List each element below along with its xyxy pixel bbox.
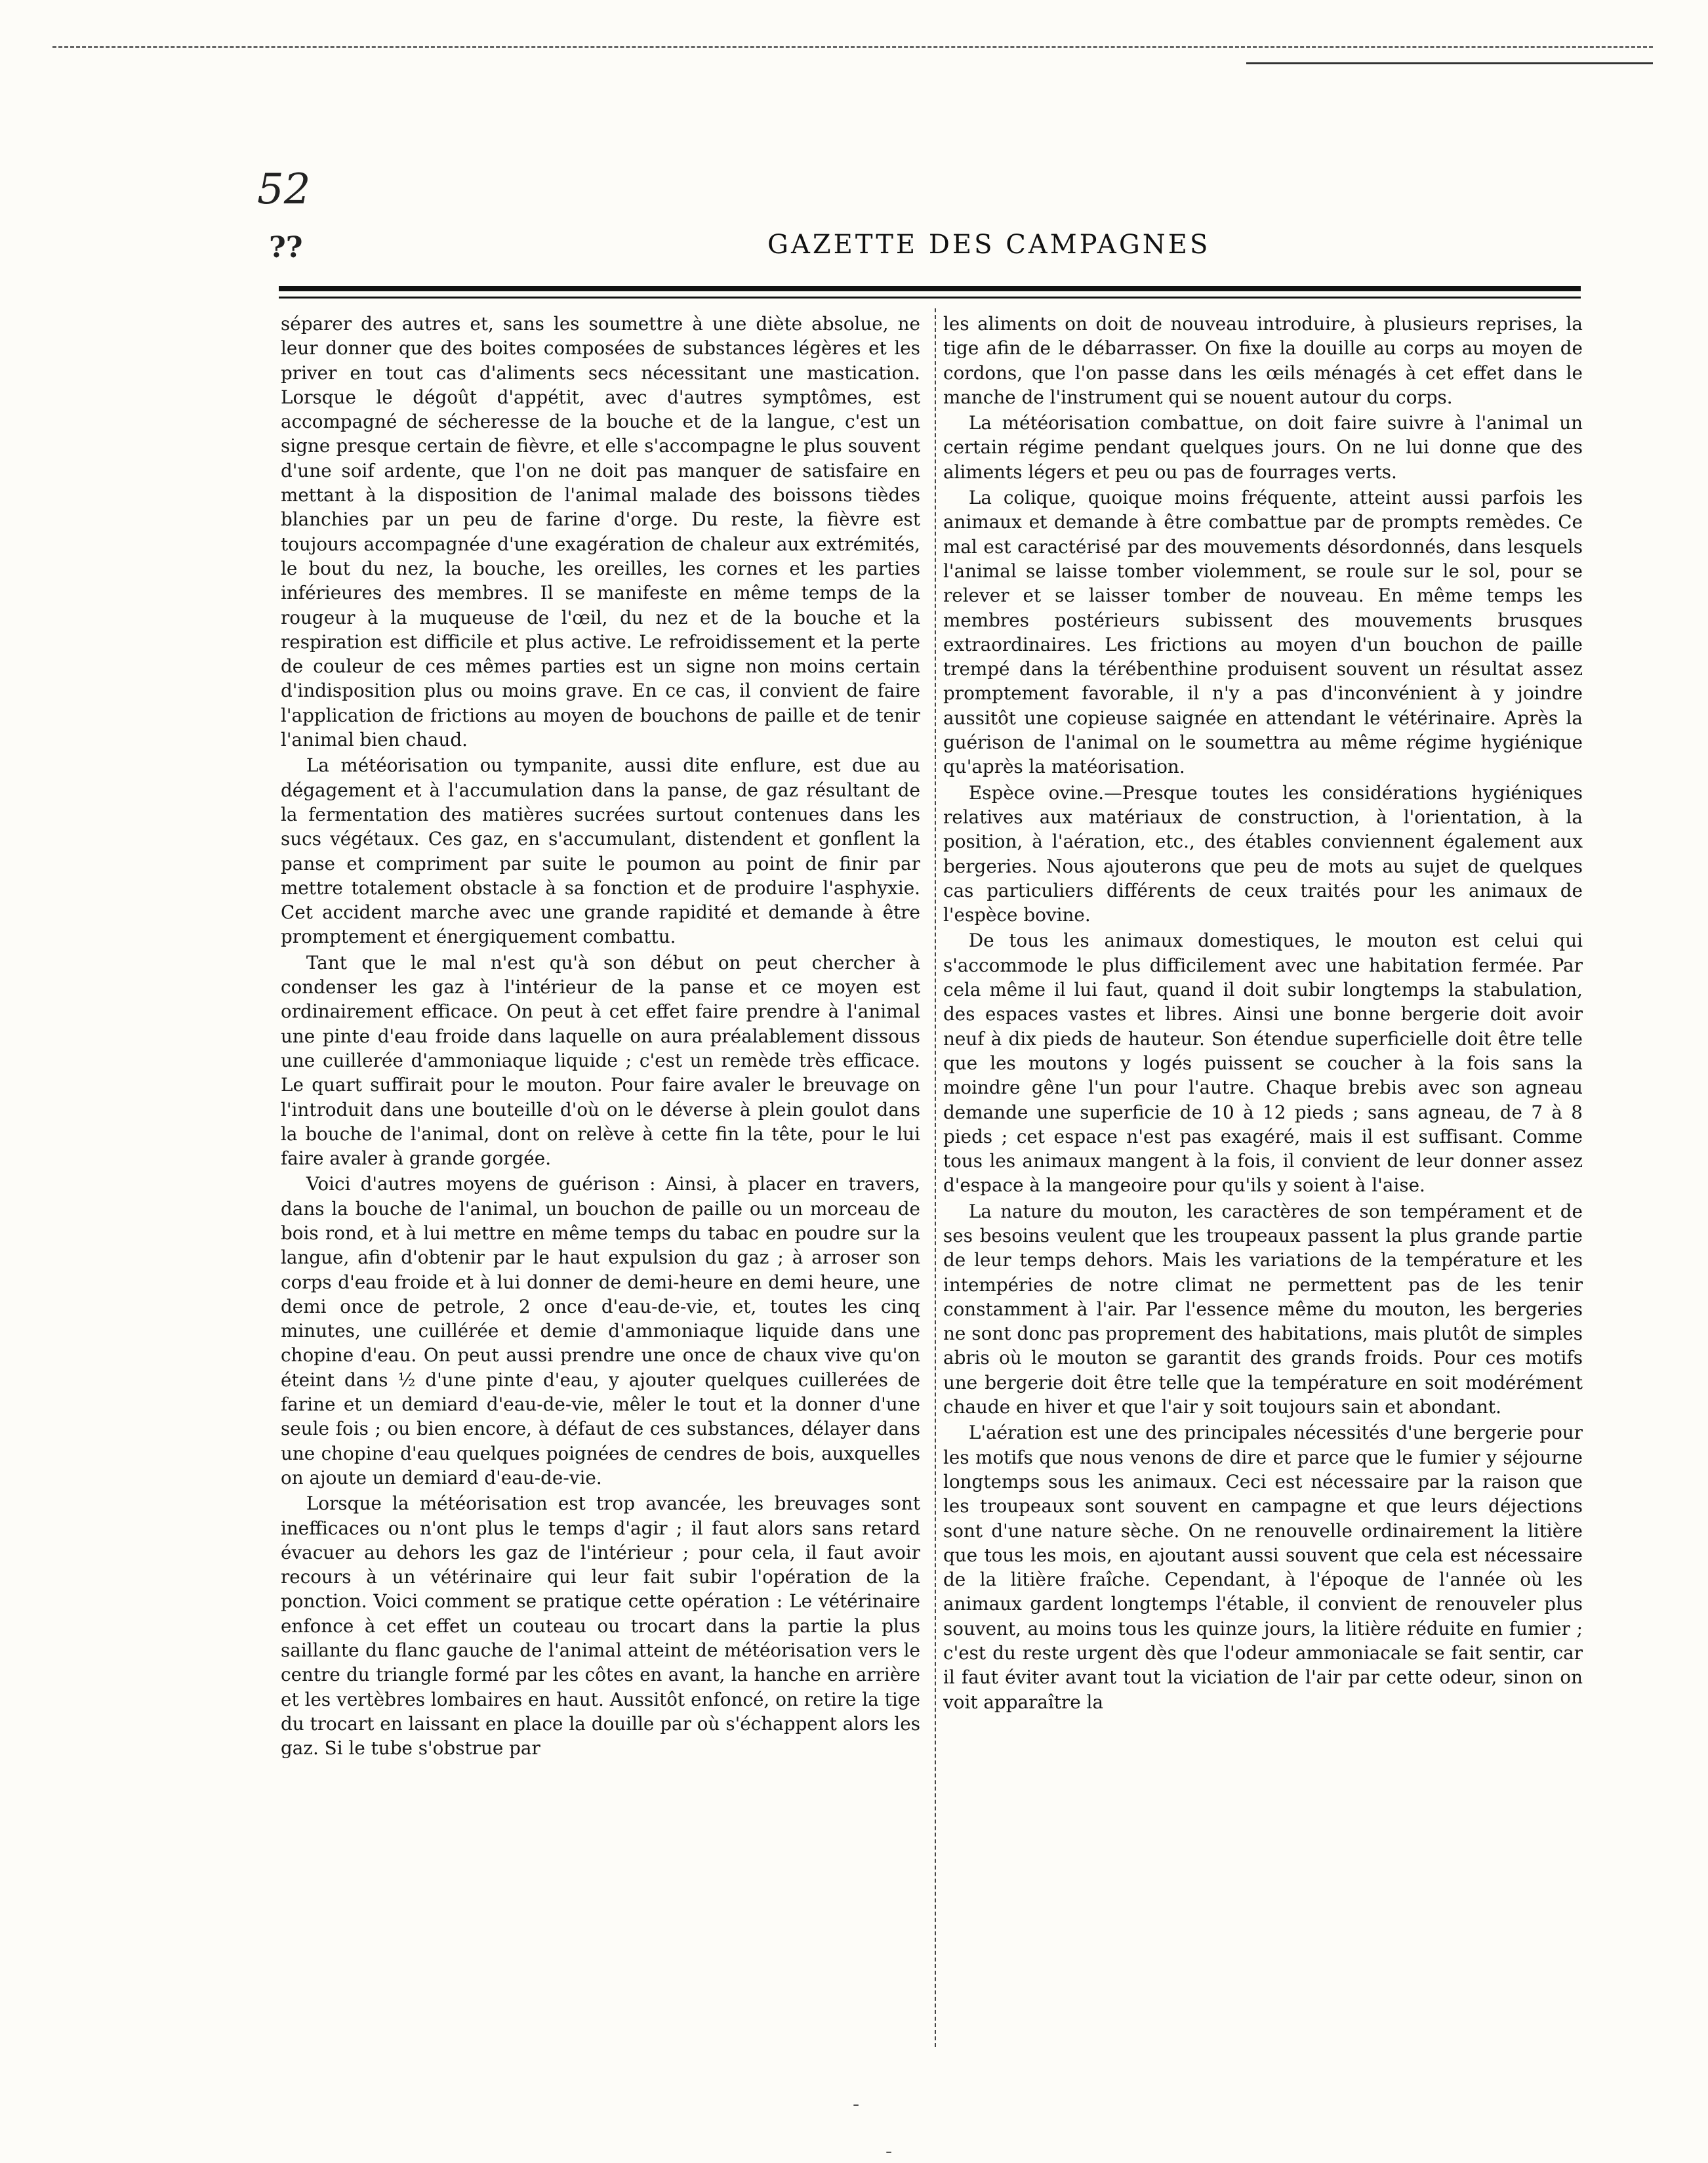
footer-mark: -: [885, 2140, 893, 2163]
column-divider: [935, 308, 937, 2047]
header-rule-thick: [279, 286, 1581, 291]
paragraph: De tous les animaux domestiques, le mouton est celui qui s'accommode le plus difficilement avec une habitation fermée. Par cela même il lui faut, quand il doit subir longtemps la stabulation, des espaces vastes et libres. Ainsi une bonne bergerie doit avoir neuf à dix pieds de hauteur. Son étendue superficielle doit être telle que les moutons y logés puissent se coucher à la fois sans la moindre gêne l'un pour l'autre. Chaque brebis avec son agneau demande une superficie de 10 à 12 pieds ; sans agneau, de 7 à 8 pieds ; cet espace n'est pas exagéré, mais il est suffisant. Comme tous les animaux mangent à la fois, il convient de leur donner assez d'espace à la mangeoire pour qu'ils y soient à l'aise.: [943, 930, 1583, 1197]
paragraph: Lorsque la météorisation est trop avancée, les breuvages sont inefficaces ou n'ont plus le temps d'agir ; il faut alors sans retard évacuer au dehors les gaz de l'intérieur ; pour cela, il faut avoir recours à un vétérinaire qui leur fait subir l'opération de la ponction. Voici comment se pratique cette opération : Le vétérinaire enfonce à cet effet un couteau ou trocart dans la partie la plus saillante du flanc gauche de l'animal atteint de météorisation vers le centre du triangle formé par les côtes en avant, la hanche en arrière et les vertèbres lombaires en haut. Aussitôt enfoncé, on retire la tige du trocart en laissant en place la douille par où s'échappent alors les gaz. Si le tube s'obstrue par: [281, 1493, 920, 1760]
paragraph: L'aération est une des principales nécessités d'une bergerie pour les motifs que nous venons de dire et parce que le fumier y séjourne longtemps sous les animaux. Ceci est nécessaire par la raison que les troupeaux sont souvent en campagne et que leurs déjections sont d'une nature sèche. On ne renouvelle ordinairement la litière que tous les mois, en ajoutant aussi souvent que cela est nécessaire de la litière fraîche. Cependant, à l'époque de l'année où les animaux gardent longtemps l'étable, il convient de renouveler plus souvent, au moins tous les quinze jours, la litière réduite en fumier ; c'est du reste urgent dès que l'odeur ammoniacale se fait sentir, car il faut éviter avant tout la viciation de l'air par cette odeur, sinon on voit apparaître la: [943, 1422, 1583, 1713]
printed-page-number: ??: [269, 231, 303, 264]
paragraph: La météorisation combattue, on doit faire suivre à l'animal un certain régime pendant quelques jours. On ne lui donne que des aliments légers et peu ou pas de fourrages verts.: [943, 412, 1583, 483]
paragraph: La nature du mouton, les caractères de son tempérament et de ses besoins veulent que les troupeaux passent la plus grande partie de leur temps dehors. Mais les variations de la température et les intempéries de notre climat ne permettent pas de les tenir constamment à l'air. Par l'essence même du mouton, les bergeries ne sont donc pas proprement des habitations, mais plutôt de simples abris où le mouton se garantit des grands froids. Pour ces motifs une bergerie doit être telle que la température en soit modérément chaude en hiver et que l'air y soit toujours sain et abondant.: [943, 1200, 1583, 1418]
running-title: GAZETTE DES CAMPAGNES: [767, 230, 1211, 260]
scan-edge-top: [52, 46, 1653, 52]
paragraph: séparer des autres et, sans les soumettre à une diète absolue, ne leur donner que des boites composées de substances légères et les priver en tout cas d'aliments secs nécessitant une mastication. Lorsque le dégoût d'appétit, avec d'autres symptômes, est accompagné de sécheresse de la bouche et de la langue, c'est un signe presque certain de fièvre, et elle s'accompagne le plus souvent d'une soif ardente, que l'on ne doit pas manquer de satisfaire en mettant à la disposition de l'animal malade des boissons tièdes blanchies par un peu de farine d'orge. Du reste, la fièvre est toujours accompagnée d'une exagération de chaleur aux extrémités, le bout du nez, la bouche, les oreilles, les cornes et les parties inférieures des membres. Il se manifeste en même temps de la rougeur à la muqueuse de l'œil, du nez et de la bouche et la respiration est difficile et plus active. Le refroidissement et la perte de couleur de ces mêmes parties est un signe non moins certain d'indisposition plus ou moins grave. En ce cas, il convient de faire l'application de frictions au moyen de bouchons de paille et de tenir l'animal bien chaud.: [281, 313, 920, 751]
scan-edge-rule: [1246, 62, 1653, 64]
paragraph: La météorisation ou tympanite, aussi dite enflure, est due au dégagement et à l'accumulation dans la panse, de gaz résultant de la fermentation des matières sucrées surtout contenues dans les sucs végétaux. Ces gaz, en s'accumulant, distendent et gonflent la panse et compriment par suite le poumon au point de finir par mettre totalement obstacle à sa fonction et de produire l'asphyxie. Cet accident marche avec une grande rapidité et demande à être promptement et énergiquement combattu.: [281, 754, 920, 948]
paragraph: Tant que le mal n'est qu'à son début on peut chercher à condenser les gaz à l'intérieur de la panse et ce moyen est ordinairement efficace. On peut à cet effet faire prendre à l'animal une pinte d'eau froide dans laquelle on aura préalablement dissous une cuillerée d'ammoniaque liquide ; c'est un remède très efficace. Le quart suffirait pour le mouton. Pour faire avaler le breuvage on l'introduit dans une bouteille d'où on le déverse à plein goulot dans la bouche de l'animal, dont on relève à cette fin la tête, pour le lui faire avaler à grande gorgée.: [281, 951, 920, 1170]
paragraph: La colique, quoique moins fréquente, atteint aussi parfois les animaux et demande à être combattue par de prompts remèdes. Ce mal est caractérisé par des mouvements désordonnés, dans lesquels l'animal se laisse tomber violemment, se roule sur le sol, pour se relever et se laisser tomber de nouveau. En même temps les membres postérieurs subissent des mouvements brusques extraordinaires. Les frictions au moyen d'un bouchon de paille trempé dans la térébenthine produisent souvent un résultat assez promptement favorable, il n'y a pas d'inconvénient à y joindre aussitôt une copieuse saignée en attendant le vétérinaire. Après la guérison de l'animal on le soumettra au même régime hygiénique qu'après la matéorisation.: [943, 487, 1583, 778]
right-column: [943, 312, 1583, 2044]
left-column: [281, 312, 920, 2044]
handwritten-page-number: 52: [257, 165, 311, 214]
paragraph: Voici d'autres moyens de guérison : Ainsi, à placer en travers, dans la bouche de l'animal, un bouchon de paille ou un morceau de bois rond, et à lui mettre en même temps du tabac en poudre sur la langue, afin d'obtenir par le haut expulsion du gaz ; à arroser son corps d'eau froide et à lui donner de demi-heure en demi heure, une demi once de petrole, 2 once d'eau-de-vie, et, toutes les cinq minutes, une cuillérée et demie d'ammoniaque liquide dans une chopine d'eau. On peut aussi prendre une once de chaux vive qu'on éteint dans ½ d'une pinte d'eau, y ajouter quelques cuillerées de farine et un demiard d'eau-de-vie, mêler le tout et la donner d'une seule fois ; ou bien encore, à défaut de ces substances, délayer dans une chopine d'eau quelques poignées de cendres de bois, auxquelles on ajoute un demiard d'eau-de-vie.: [281, 1173, 920, 1489]
paragraph: Espèce ovine.—Presque toutes les considérations hygiéniques relatives aux matériaux de construction, à l'orientation, à la position, à l'aération, etc., des étables conviennent également aux bergeries. Nous ajouterons que peu de mots au sujet de quelques cas particuliers différents de ceux traités pour les animaux de l'espèce bovine.: [943, 781, 1583, 926]
footer-mark: -: [853, 2093, 860, 2116]
header-rule-thin: [279, 297, 1581, 299]
paragraph: les aliments on doit de nouveau introduire, à plusieurs reprises, la tige afin de le débarrasser. On fixe la douille au corps au moyen de cordons, que l'on passe dans les œils ménagés à cet effet dans le manche de l'instrument qui se nouent autour du corps.: [943, 313, 1583, 408]
